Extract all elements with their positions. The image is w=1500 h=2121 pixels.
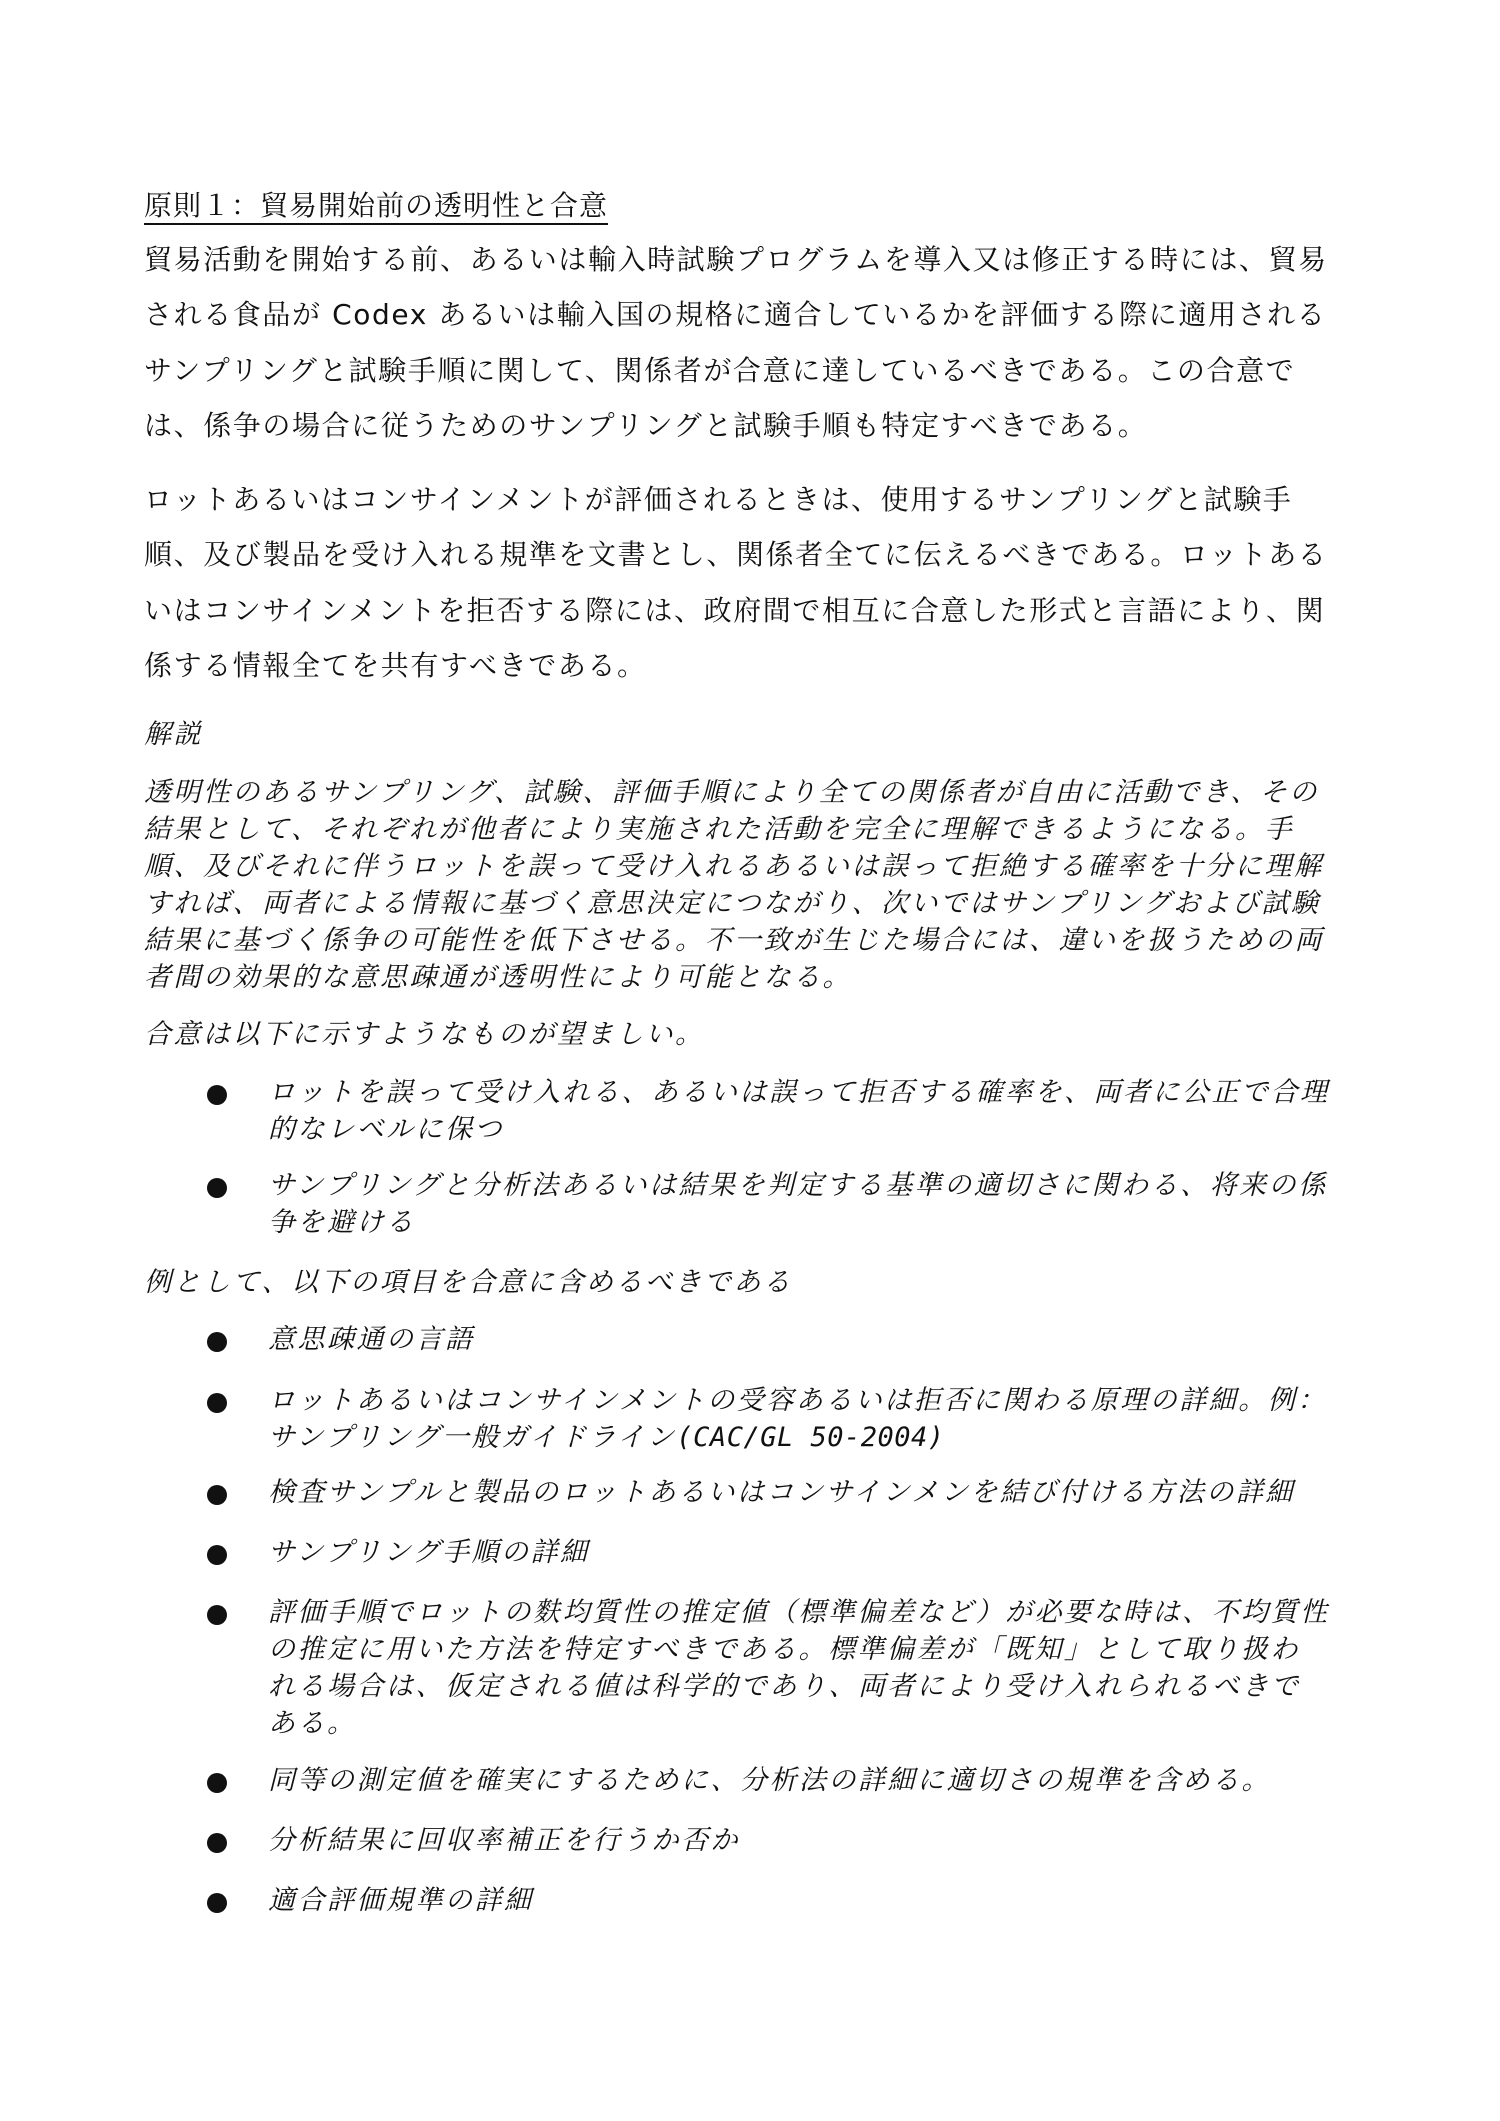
paragraph1-line: サンプリングと試験手順に関して、関係者が合意に達しているべきである。この合意で [144, 354, 1296, 387]
agreement-intro: 合意は以下に示すようなものが望ましい。 [144, 1019, 705, 1050]
item-bullet-line: の推定に用いた方法を特定すべきである。標準偏差が「既知」として取り扱わ [268, 1634, 1300, 1665]
guideline-name: サンプリング一般ガイドライン [268, 1422, 677, 1453]
bullet-marker [207, 1605, 227, 1625]
guideline-code: (CAC/GL 50-2004) [676, 1422, 945, 1453]
item-bullet-line: 適合評価規準の詳細 [268, 1885, 534, 1916]
bullet-marker [207, 1545, 227, 1565]
bullet-marker [207, 1332, 227, 1352]
paragraph2-line: ロットあるいはコンサインメントが評価されるときは、使用するサンプリングと試験手 [144, 483, 1293, 516]
item-bullet-line: サンプリング手順の詳細 [268, 1537, 590, 1568]
bullet-marker [207, 1893, 227, 1913]
bullet-marker [207, 1773, 227, 1793]
bullet-marker [207, 1833, 227, 1853]
commentary-line: 順、及びそれに伴うロットを誤って受け入れるあるいは誤って拒絶する確率を十分に理解 [144, 851, 1324, 882]
item-bullet-line: 評価手順でロットの麩均質性の推定値（標準偏差など）が必要な時は、不均質性 [268, 1597, 1330, 1628]
commentary-line: すれば、両者による情報に基づく意思決定につながり、次いではサンプリングおよび試験 [144, 888, 1321, 919]
paragraph1-line: は、係争の場合に従うためのサンプリングと試験手順も特定すべきである。 [144, 409, 1148, 442]
bullet-marker [207, 1178, 227, 1198]
commentary-line: 透明性のあるサンプリング、試験、評価手順により全ての関係者が自由に活動でき、その [144, 777, 1319, 808]
bullet-marker [207, 1085, 227, 1105]
item-bullet-line: 同等の測定値を確実にするために、分析法の詳細に適切さの規準を含める。 [268, 1765, 1271, 1796]
item-bullet-line [268, 1419, 945, 1456]
commentary-title: 解説 [144, 719, 203, 750]
item-bullet-line: 意思疎通の言語 [268, 1324, 475, 1355]
bullet-marker [207, 1485, 227, 1505]
agreement-bullet-line: 的なレベルに保つ [268, 1114, 504, 1145]
bullet-marker [207, 1393, 227, 1413]
commentary-line: 結果として、それぞれが他者により実施された活動を完全に理解できるようになる。手 [144, 814, 1294, 845]
commentary-line: 者間の効果的な意思疎通が透明性により可能となる。 [144, 962, 852, 993]
paragraph1-line: される食品が Codex あるいは輸入国の規格に適合しているかを評価する際に適用される [144, 298, 1327, 331]
items-intro: 例として、以下の項目を合意に含めるべきである [144, 1267, 793, 1298]
paragraph2-line: いはコンサインメントを拒否する際には、政府間で相互に合意した形式と言語により、関 [144, 594, 1326, 627]
agreement-bullet-line: サンプリングと分析法あるいは結果を判定する基準の適切さに関わる、将来の係 [268, 1170, 1328, 1201]
paragraph2-line: 係する情報全てを共有すべきである。 [144, 649, 647, 682]
item-bullet-line: 分析結果に回収率補正を行うか否か [268, 1825, 740, 1856]
paragraph2-line: 順、及び製品を受け入れる規準を文書とし、関係者全てに伝えるべきである。ロットある [144, 538, 1328, 571]
section-heading: 原則１：貿易開始前の透明性と合意 [144, 189, 609, 222]
item-bullet-line: ある。 [268, 1708, 357, 1739]
commentary-line: 結果に基づく係争の可能性を低下させる。不一致が生じた場合には、違いを扱うための両 [144, 925, 1324, 956]
item-bullet-line: れる場合は、仮定される値は科学的であり、両者により受け入れられるべきで [268, 1671, 1301, 1702]
paragraph1-line: 貿易活動を開始する前、あるいは輸入時試験プログラムを導入又は修正する時には、貿易 [144, 243, 1328, 276]
agreement-bullet-line: ロットを誤って受け入れる、あるいは誤って拒否する確率を、両者に公正で合理 [268, 1077, 1330, 1108]
item-bullet-line: ロットあるいはコンサインメントの受容あるいは拒否に関わる原理の詳細。例： [268, 1385, 1327, 1416]
agreement-bullet-line: 争を避ける [268, 1207, 416, 1238]
item-bullet-line: 検査サンプルと製品のロットあるいはコンサインメンを結び付ける方法の詳細 [268, 1477, 1295, 1508]
